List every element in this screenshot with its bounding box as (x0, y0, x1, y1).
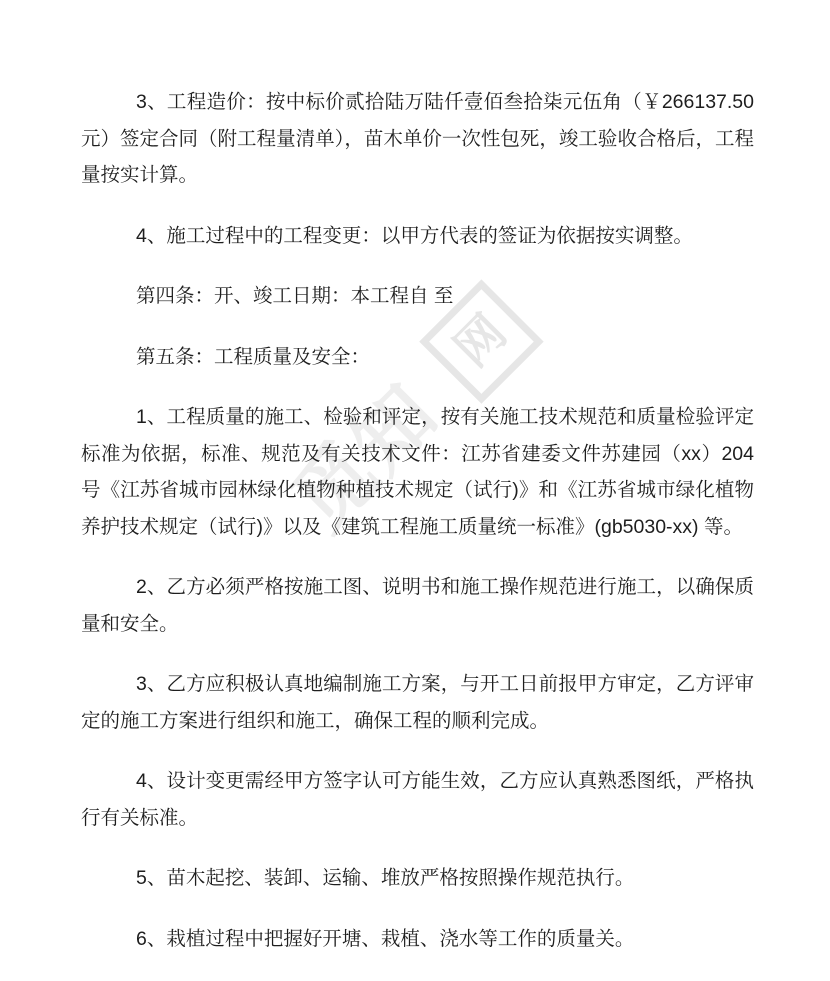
contract-paragraph: 1、工程质量的施工、检验和评定，按有关施工技术规范和质量检验评定标准为依据，标准、规范及有关技术文件：江苏省建委文件苏建园（xx）204 号《江苏省城市园林绿化植物种植技术规定（试行)》和《江苏省城市绿化植物养护技术规定（试行)》以及《建筑工程施工质量统一标准》(gb5030-xx) 等。 (81, 406, 754, 538)
contract-document-body (81, 84, 754, 981)
contract-paragraph: 4、设计变更需经甲方签字认可方能生效，乙方应认真熟悉图纸，严格执行有关标准。 (81, 770, 754, 829)
contract-paragraph: 5、苗木起挖、装卸、运输、堆放严格按照操作规范执行。 (136, 867, 635, 889)
contract-paragraph: 3、乙方应积极认真地编制施工方案，与开工日前报甲方审定，乙方评审定的施工方案进行组织和施工，确保工程的顺利完成。 (81, 673, 754, 732)
contract-paragraph: 6、栽植过程中把握好开塘、栽植、浇水等工作的质量关。 (136, 927, 635, 950)
contract-paragraph: 第五条：工程质量及安全： (136, 345, 371, 368)
watermark-text: 觅知 (275, 367, 455, 547)
watermark-logo-char: 网 (445, 305, 517, 377)
contract-paragraph: 4、施工过程中的工程变更：以甲方代表的签证为依据按实调整。 (136, 224, 693, 247)
contract-paragraph: 第四条：开、竣工日期：本工程自 至 (136, 285, 454, 307)
contract-paragraph: 3、工程造价：按中标价贰拾陆万陆仟壹佰叁拾柒元伍角（￥266137.50 元）签定合同（附工程量清单），苗木单价一次性包死，竣工验收合格后，工程量按实计算。 (81, 91, 754, 186)
contract-paragraph: 2、乙方必须严格按施工图、说明书和施工操作规范进行施工，以确保质量和安全。 (81, 576, 754, 635)
